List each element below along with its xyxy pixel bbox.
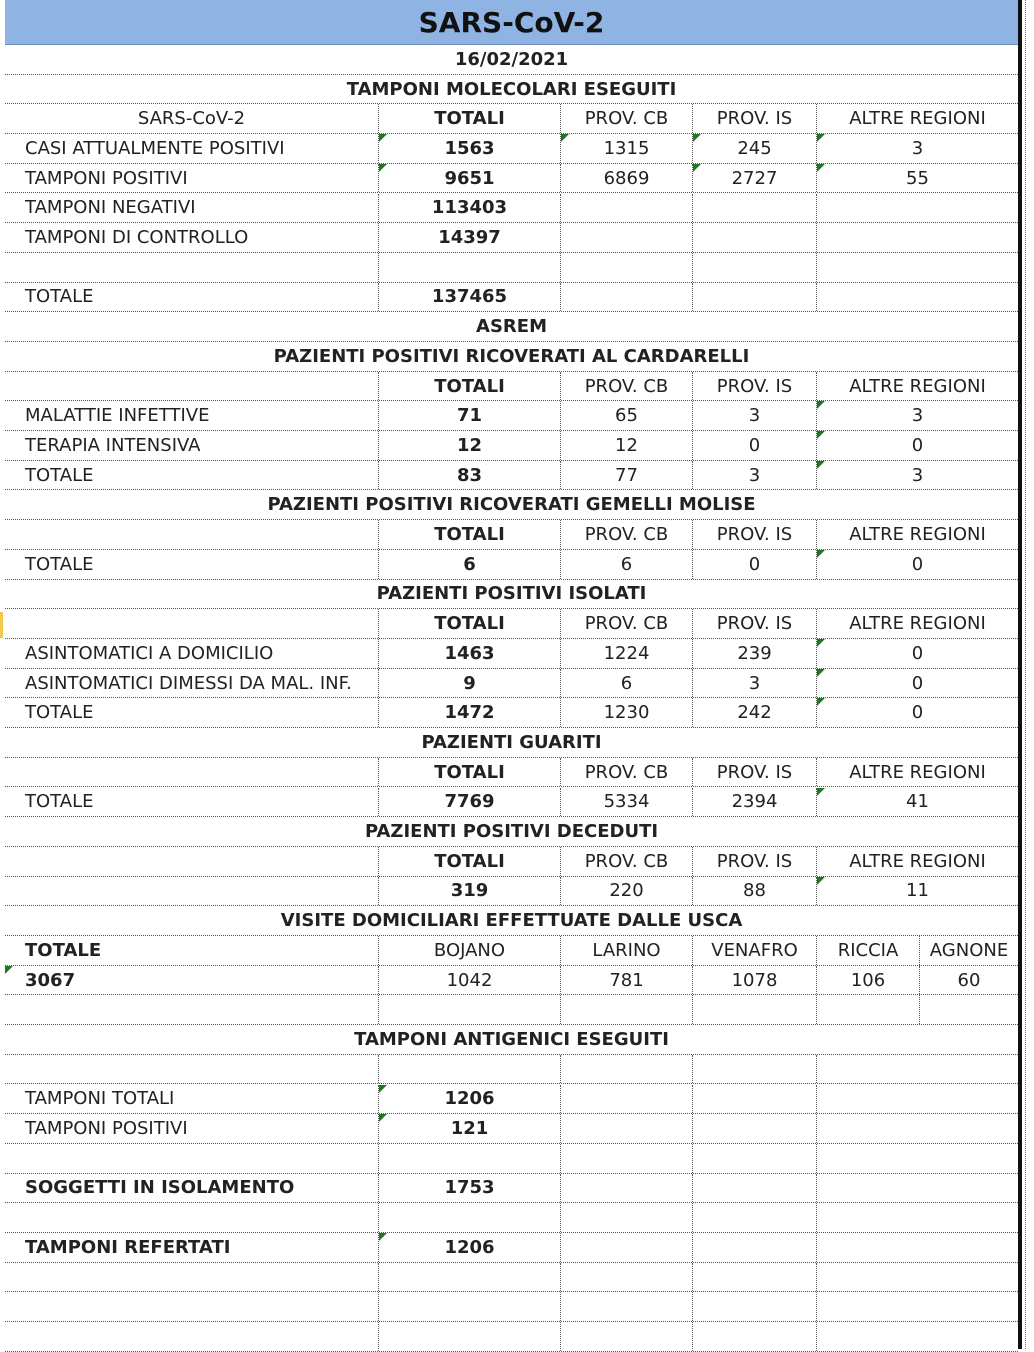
right-margin xyxy=(1025,0,1034,1349)
section-title[interactable]: PAZIENTI POSITIVI DECEDUTI xyxy=(364,821,659,843)
value-cell[interactable]: 0 xyxy=(692,431,816,460)
table-row xyxy=(5,223,1018,253)
empty-cell[interactable] xyxy=(816,1174,1018,1203)
row-label[interactable]: TAMPONI TOTALI xyxy=(25,1088,175,1110)
value-cell[interactable] xyxy=(692,283,816,312)
number-as-text-flag-icon xyxy=(379,1114,387,1122)
empty-cell[interactable] xyxy=(816,1085,1018,1114)
number-as-text-flag-icon xyxy=(817,877,825,885)
table-row xyxy=(5,461,1018,491)
empty-cell[interactable] xyxy=(919,995,1018,1024)
value-cell[interactable]: 1206 xyxy=(378,1233,560,1262)
column-header[interactable]: PROV. CB xyxy=(560,520,692,549)
table-row xyxy=(5,788,1018,818)
empty-cell[interactable] xyxy=(816,995,919,1024)
date-row xyxy=(5,45,1018,75)
value-cell[interactable]: 71 xyxy=(378,401,560,430)
empty-cell[interactable] xyxy=(816,1055,1018,1084)
empty-cell[interactable] xyxy=(816,1263,1018,1292)
empty-row xyxy=(5,1292,1018,1322)
column-header[interactable]: SARS-CoV-2 xyxy=(137,108,246,130)
value-cell[interactable]: 1472 xyxy=(378,698,560,727)
row-label[interactable]: TERAPIA INTENSIVA xyxy=(25,434,201,456)
empty-cell[interactable] xyxy=(692,1114,816,1143)
column-header[interactable] xyxy=(5,372,378,401)
row-label[interactable]: TOTALE xyxy=(25,286,94,308)
value-cell[interactable]: 12 xyxy=(378,431,560,460)
number-as-text-flag-icon xyxy=(379,134,387,142)
value-cell[interactable]: 7769 xyxy=(378,788,560,817)
value-cell[interactable]: 1563 xyxy=(378,134,560,163)
header-row xyxy=(5,520,1018,550)
value-cell[interactable]: 245 xyxy=(692,134,816,163)
value-cell[interactable]: 242 xyxy=(692,698,816,727)
empty-cell[interactable] xyxy=(816,1322,1018,1351)
column-header[interactable] xyxy=(5,758,378,787)
number-as-text-flag-icon xyxy=(817,550,825,558)
empty-row xyxy=(5,1055,1018,1085)
table-row xyxy=(5,431,1018,461)
number-as-text-flag-icon xyxy=(817,134,825,142)
column-header[interactable]: TOTALI xyxy=(378,104,560,133)
column-header[interactable]: ALTRE REGIONI xyxy=(816,104,1018,133)
empty-row xyxy=(5,1203,1018,1233)
column-header[interactable]: TOTALI xyxy=(378,847,560,876)
section-row xyxy=(5,906,1018,936)
empty-cell[interactable] xyxy=(692,1233,816,1262)
empty-cell[interactable] xyxy=(816,1144,1018,1173)
empty-cell[interactable] xyxy=(378,995,560,1024)
column-header[interactable]: PROV. CB xyxy=(560,609,692,638)
empty-row xyxy=(5,995,1018,1025)
empty-cell[interactable] xyxy=(5,1144,378,1173)
number-as-text-flag-icon xyxy=(379,164,387,172)
number-as-text-flag-icon xyxy=(817,669,825,677)
section-row xyxy=(5,312,1018,342)
row-selection-marker xyxy=(0,612,3,638)
row-label[interactable]: TOTALE xyxy=(25,464,94,486)
section-row xyxy=(5,817,1018,847)
value-cell[interactable]: 6 xyxy=(560,550,692,579)
table-row xyxy=(5,877,1018,907)
column-header[interactable]: LARINO xyxy=(560,936,692,965)
empty-row xyxy=(5,1263,1018,1293)
empty-cell[interactable] xyxy=(692,1144,816,1173)
value-cell[interactable]: 781 xyxy=(560,966,692,995)
value-cell[interactable]: 6 xyxy=(560,669,692,698)
header-row xyxy=(5,372,1018,402)
value-cell[interactable]: 1224 xyxy=(560,639,692,668)
value-cell[interactable]: 12 xyxy=(560,431,692,460)
empty-cell[interactable] xyxy=(560,1292,692,1321)
value-cell[interactable]: 319 xyxy=(378,877,560,906)
section-title[interactable]: ASREM xyxy=(476,316,547,338)
empty-cell[interactable] xyxy=(5,1322,378,1351)
column-header[interactable]: ALTRE REGIONI xyxy=(816,609,1018,638)
section-title[interactable]: PAZIENTI POSITIVI RICOVERATI GEMELLI MOLISE xyxy=(267,494,756,516)
section-row xyxy=(5,75,1018,105)
value-cell[interactable]: 3 xyxy=(816,461,1018,490)
empty-cell[interactable] xyxy=(692,1322,816,1351)
table-row xyxy=(5,550,1018,580)
column-header[interactable]: AGNONE xyxy=(919,936,1018,965)
column-header[interactable]: PROV. IS xyxy=(692,520,816,549)
row-label[interactable]: TAMPONI REFERTATI xyxy=(25,1236,231,1258)
table-row xyxy=(5,1114,1018,1144)
column-header[interactable]: TOTALE xyxy=(25,939,102,961)
empty-cell[interactable] xyxy=(692,1263,816,1292)
value-cell[interactable] xyxy=(378,253,560,282)
number-as-text-flag-icon xyxy=(693,134,701,142)
value-cell[interactable]: 3 xyxy=(816,134,1018,163)
section-row xyxy=(5,728,1018,758)
column-header[interactable]: PROV. IS xyxy=(692,372,816,401)
value-cell[interactable]: 0 xyxy=(692,550,816,579)
table-row xyxy=(5,1085,1018,1115)
row-label[interactable] xyxy=(5,877,378,906)
number-as-text-flag-icon xyxy=(817,431,825,439)
section-title[interactable]: PAZIENTI POSITIVI RICOVERATI AL CARDARELLI xyxy=(273,345,750,367)
column-header[interactable]: RICCIA xyxy=(816,936,919,965)
number-as-text-flag-icon xyxy=(817,788,825,796)
report-date[interactable]: 16/02/2021 xyxy=(454,48,569,70)
section-title[interactable]: TAMPONI ANTIGENICI ESEGUITI xyxy=(354,1028,669,1050)
column-header[interactable] xyxy=(5,520,378,549)
empty-cell[interactable] xyxy=(378,1263,560,1292)
section-row xyxy=(5,491,1018,521)
value-cell[interactable]: 9 xyxy=(378,669,560,698)
empty-cell[interactable] xyxy=(692,1203,816,1232)
value-cell[interactable] xyxy=(816,223,1018,252)
value-cell[interactable] xyxy=(816,253,1018,282)
value-cell[interactable]: 121 xyxy=(378,1114,560,1143)
row-label[interactable]: ASINTOMATICI A DOMICILIO xyxy=(25,642,274,664)
empty-cell[interactable] xyxy=(378,1292,560,1321)
number-as-text-flag-icon xyxy=(817,461,825,469)
number-as-text-flag-icon xyxy=(561,134,569,142)
table-row xyxy=(5,698,1018,728)
empty-cell[interactable] xyxy=(560,1233,692,1262)
value-cell[interactable]: 65 xyxy=(560,401,692,430)
value-cell[interactable] xyxy=(692,223,816,252)
column-header[interactable]: TOTALI xyxy=(378,609,560,638)
table-row xyxy=(5,639,1018,669)
section-row xyxy=(5,1025,1018,1055)
number-as-text-flag-icon xyxy=(693,164,701,172)
column-header[interactable]: PROV. IS xyxy=(692,758,816,787)
value-cell[interactable]: 60 xyxy=(919,966,1018,995)
empty-cell[interactable] xyxy=(5,1055,378,1084)
column-header[interactable]: ALTRE REGIONI xyxy=(816,372,1018,401)
column-header[interactable]: ALTRE REGIONI xyxy=(816,758,1018,787)
value-cell[interactable]: 1206 xyxy=(378,1085,560,1114)
empty-cell[interactable] xyxy=(692,1085,816,1114)
value-cell[interactable]: 6869 xyxy=(560,164,692,193)
header-row xyxy=(5,609,1018,639)
number-as-text-flag-icon xyxy=(379,1085,387,1093)
header-row xyxy=(5,104,1018,134)
section-title[interactable]: PAZIENTI POSITIVI ISOLATI xyxy=(376,583,647,605)
value-cell[interactable]: 0 xyxy=(816,639,1018,668)
value-cell[interactable] xyxy=(692,253,816,282)
column-header[interactable]: PROV. CB xyxy=(560,847,692,876)
empty-cell[interactable] xyxy=(560,1174,692,1203)
value-cell[interactable]: 3 xyxy=(692,461,816,490)
empty-row xyxy=(5,1322,1018,1352)
table-row xyxy=(5,164,1018,194)
value-cell[interactable] xyxy=(560,223,692,252)
empty-cell[interactable] xyxy=(560,1203,692,1232)
empty-cell[interactable] xyxy=(5,1263,378,1292)
number-as-text-flag-icon xyxy=(379,1233,387,1241)
value-cell[interactable]: 0 xyxy=(816,669,1018,698)
value-cell[interactable]: 1753 xyxy=(378,1174,560,1203)
value-cell[interactable]: 1463 xyxy=(378,639,560,668)
empty-cell[interactable] xyxy=(816,1114,1018,1143)
empty-cell[interactable] xyxy=(560,1114,692,1143)
sheet-title: SARS-CoV-2 xyxy=(5,0,1018,45)
value-cell[interactable]: 137465 xyxy=(378,283,560,312)
empty-cell[interactable] xyxy=(560,1263,692,1292)
row-label[interactable]: MALATTIE INFETTIVE xyxy=(25,405,210,427)
value-cell[interactable]: 1042 xyxy=(378,966,560,995)
empty-cell[interactable] xyxy=(560,995,692,1024)
row-label[interactable]: SOGGETTI IN ISOLAMENTO xyxy=(25,1177,295,1199)
column-header[interactable]: PROV. IS xyxy=(692,104,816,133)
table-row xyxy=(5,253,1018,283)
value-cell[interactable]: 3 xyxy=(692,669,816,698)
column-header[interactable]: ALTRE REGIONI xyxy=(816,520,1018,549)
value-cell[interactable]: 239 xyxy=(692,639,816,668)
value-cell[interactable] xyxy=(560,194,692,223)
column-header[interactable]: TOTALI xyxy=(378,520,560,549)
column-header[interactable]: PROV. CB xyxy=(560,372,692,401)
value-cell[interactable]: 14397 xyxy=(378,223,560,252)
value-cell[interactable]: 3067 xyxy=(5,966,378,995)
table-row xyxy=(5,1233,1018,1263)
table-row xyxy=(5,134,1018,164)
header-row xyxy=(5,936,1018,966)
empty-cell[interactable] xyxy=(378,1144,560,1173)
table-row xyxy=(5,194,1018,224)
value-cell[interactable]: 0 xyxy=(816,550,1018,579)
row-label[interactable]: TAMPONI NEGATIVI xyxy=(25,197,196,219)
table-row xyxy=(5,1174,1018,1204)
section-row xyxy=(5,580,1018,610)
number-as-text-flag-icon xyxy=(817,639,825,647)
column-header[interactable]: TOTALI xyxy=(378,372,560,401)
empty-cell[interactable] xyxy=(5,995,378,1024)
column-header[interactable]: TOTALI xyxy=(378,758,560,787)
column-header[interactable]: BOJANO xyxy=(378,936,560,965)
header-row xyxy=(5,847,1018,877)
column-header[interactable]: ALTRE REGIONI xyxy=(816,847,1018,876)
table-row xyxy=(5,966,1018,996)
value-cell[interactable]: 83 xyxy=(378,461,560,490)
value-cell[interactable] xyxy=(816,283,1018,312)
value-cell[interactable] xyxy=(816,194,1018,223)
empty-cell[interactable] xyxy=(560,1144,692,1173)
value-cell[interactable]: 1078 xyxy=(692,966,816,995)
empty-cell[interactable] xyxy=(560,1322,692,1351)
value-cell[interactable]: 2727 xyxy=(692,164,816,193)
column-header[interactable] xyxy=(5,609,378,638)
value-cell[interactable]: 77 xyxy=(560,461,692,490)
number-as-text-flag-icon xyxy=(817,698,825,706)
value-cell[interactable]: 1230 xyxy=(560,698,692,727)
value-cell[interactable]: 113403 xyxy=(378,194,560,223)
empty-cell[interactable] xyxy=(816,1203,1018,1232)
empty-cell[interactable] xyxy=(816,1233,1018,1262)
section-row xyxy=(5,342,1018,372)
column-header[interactable]: PROV. IS xyxy=(692,609,816,638)
value-cell[interactable] xyxy=(560,253,692,282)
empty-cell[interactable] xyxy=(816,1292,1018,1321)
number-as-text-flag-icon xyxy=(817,164,825,172)
empty-cell[interactable] xyxy=(692,1174,816,1203)
value-cell[interactable]: 9651 xyxy=(378,164,560,193)
empty-cell[interactable] xyxy=(378,1055,560,1084)
empty-cell[interactable] xyxy=(378,1203,560,1232)
column-header[interactable]: VENAFRO xyxy=(692,936,816,965)
right-border-line xyxy=(1018,0,1022,1349)
value-cell[interactable]: 6 xyxy=(378,550,560,579)
empty-cell[interactable] xyxy=(560,1055,692,1084)
empty-cell[interactable] xyxy=(692,995,816,1024)
column-header[interactable] xyxy=(5,847,378,876)
value-cell[interactable]: 11 xyxy=(816,877,1018,906)
empty-cell[interactable] xyxy=(560,1085,692,1114)
value-cell[interactable]: 3 xyxy=(816,401,1018,430)
table-row xyxy=(5,283,1018,313)
row-label[interactable]: TOTALE xyxy=(25,702,94,724)
table-row xyxy=(5,401,1018,431)
empty-cell[interactable] xyxy=(692,1055,816,1084)
number-as-text-flag-icon xyxy=(817,401,825,409)
value-cell[interactable]: 220 xyxy=(560,877,692,906)
value-cell[interactable]: 55 xyxy=(816,164,1018,193)
row-label[interactable]: TAMPONI POSITIVI xyxy=(25,1118,188,1140)
row-label[interactable]: TOTALE xyxy=(25,553,94,575)
value-cell[interactable]: 41 xyxy=(816,788,1018,817)
value-cell[interactable]: 88 xyxy=(692,877,816,906)
empty-cell[interactable] xyxy=(692,1292,816,1321)
table-row xyxy=(5,669,1018,699)
value-cell[interactable]: 0 xyxy=(816,431,1018,460)
row-label[interactable]: TAMPONI DI CONTROLLO xyxy=(25,227,249,249)
value-cell[interactable]: 2394 xyxy=(692,788,816,817)
empty-cell[interactable] xyxy=(5,1203,378,1232)
section-title[interactable]: VISITE DOMICILIARI EFFETTUATE DALLE USCA xyxy=(280,910,743,932)
section-title[interactable]: PAZIENTI GUARITI xyxy=(421,731,602,753)
row-label[interactable]: ASINTOMATICI DIMESSI DA MAL. INF. xyxy=(25,672,352,694)
value-cell[interactable]: 1315 xyxy=(560,134,692,163)
column-header[interactable]: PROV. CB xyxy=(560,758,692,787)
row-label[interactable]: TOTALE xyxy=(25,791,94,813)
column-header[interactable]: PROV. IS xyxy=(692,847,816,876)
empty-cell[interactable] xyxy=(378,1322,560,1351)
value-cell[interactable]: 3 xyxy=(692,401,816,430)
value-cell[interactable] xyxy=(692,194,816,223)
section-title[interactable]: TAMPONI MOLECOLARI ESEGUITI xyxy=(346,78,677,100)
row-label[interactable]: CASI ATTUALMENTE POSITIVI xyxy=(25,137,285,159)
column-header[interactable]: PROV. CB xyxy=(560,104,692,133)
empty-cell[interactable] xyxy=(5,1292,378,1321)
value-cell[interactable]: 106 xyxy=(816,966,919,995)
value-cell[interactable]: 5334 xyxy=(560,788,692,817)
header-row xyxy=(5,758,1018,788)
value-cell[interactable]: 0 xyxy=(816,698,1018,727)
value-cell[interactable] xyxy=(560,283,692,312)
empty-row xyxy=(5,1144,1018,1174)
row-label[interactable]: TAMPONI POSITIVI xyxy=(25,167,188,189)
row-label[interactable] xyxy=(5,253,378,282)
number-as-text-flag-icon xyxy=(5,966,13,974)
